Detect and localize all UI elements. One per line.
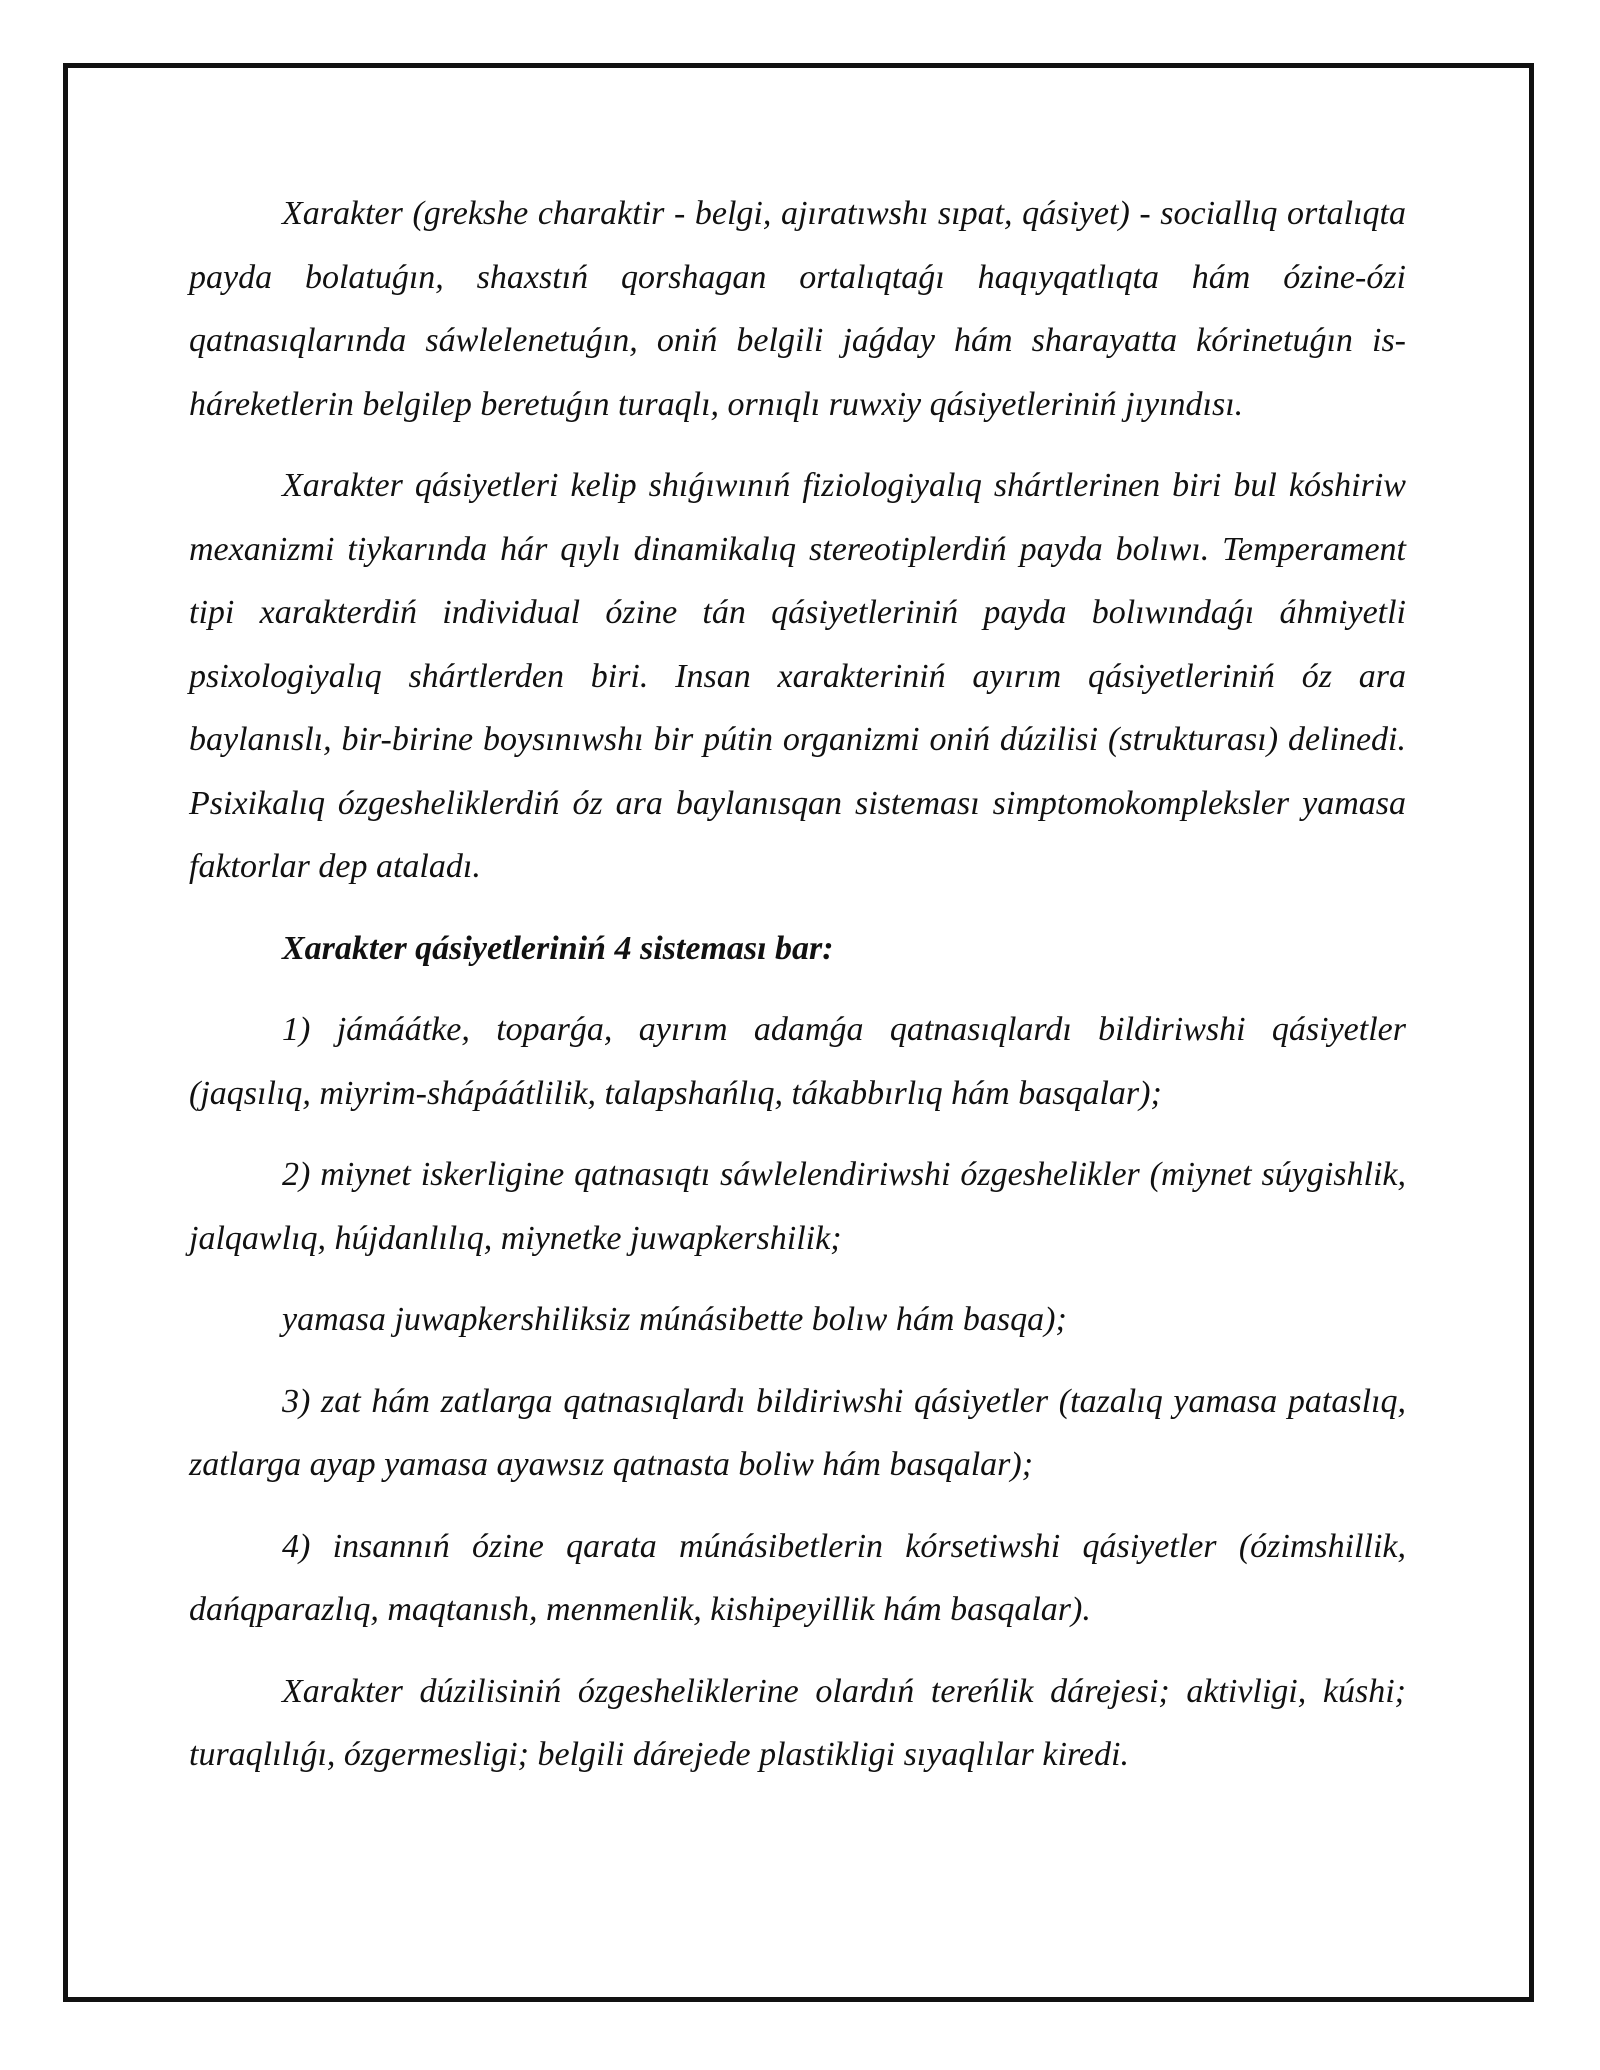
paragraph-physiology: Xarakter qásiyetleri kelip shıǵıwınıń fiziologiyalıq shártlerinen biri bul kóshiriw mexanizmi tiykarında hár qıylı dinamikalıq stereotiplerdiń payda bolıwı. Temperament tipi xarakterdiń individual ózine tán qásiyetleriniń payda bolıwındaǵı áhmiyetli psixologiyalıq shártlerden biri. Insan xarakteriniń ayırım qásiyetleriniń óz ara baylanıslı, bir-birine boysınıwshı bir pútin organizmi oniń dúzilisi (strukturası) delinedi. Psixikalıq ózgesheliklerdiń óz ara baylanısqan sisteması simptomokompleksler yamasa faktorlar dep ataladı. [189,467,1406,885]
list-item-1: 1) jámáátke, toparǵa, ayırım adamǵa qatnasıqlardı bildiriwshi qásiyetler (jaqsılıq, miyrim-shápáátlilik, talapshańlıq, tákabbırlıq hám basqalar); [189,1011,1406,1112]
list-item-2: 2) miynet iskerligine qatnasıqtı sáwlelendiriwshi ózgeshelikler (miynet súygishlik, jalqawlıq, hújdanlılıq, miynetke juwapkershilik; [189,1156,1406,1257]
list-item-3: 3) zat hám zatlarga qatnasıqlardı bildiriwshi qásiyetler (tazalıq yamasa pataslıq, zatlarga ayap yamasa ayawsız qatnasta boliw hám basqalar); [189,1382,1406,1483]
paragraph-definition: Xarakter (grekshe charaktir - belgi, ajıratıwshı sıpat, qásiyet) - sociallıq ortalıqta payda bolatuǵın, shaxstıń qorshagan ortalıqtaǵı haqıyqatlıqta hám ózine-ózi qatnasıqlarında sáwlelenetuǵın, oniń belgili jaǵday hám sharayatta kórinetuǵın is-háreketlerin belgilep beretuǵın turaqlı, ornıqlı ruwxiy qásiyetleriniń jıyındısı. [189,195,1406,423]
list-item-4: 4) insannıń ózine qarata múnásibetlerin kórsetiwshi qásiyetler (ózimshillik, dańqparazlıq, maqtanısh, menmenlik, kishipeyillik hám basqalar). [189,1527,1406,1628]
document-body [189,182,1406,1805]
paragraph-structure: Xarakter dúzilisiniń ózgesheliklerine olardıń tereńlik dárejesi; aktivligi, kúshi; turaqlılıǵı, ózgermesligi; belgili dárejede plastikligi sıyaqlılar kiredi. [189,1672,1406,1773]
section-heading: Xarakter qásiyetleriniń 4 sisteması bar: [282,929,834,967]
list-item-2-continuation: yamasa juwapkershiliksiz múnásibette bolıw hám basqa); [282,1301,1067,1338]
